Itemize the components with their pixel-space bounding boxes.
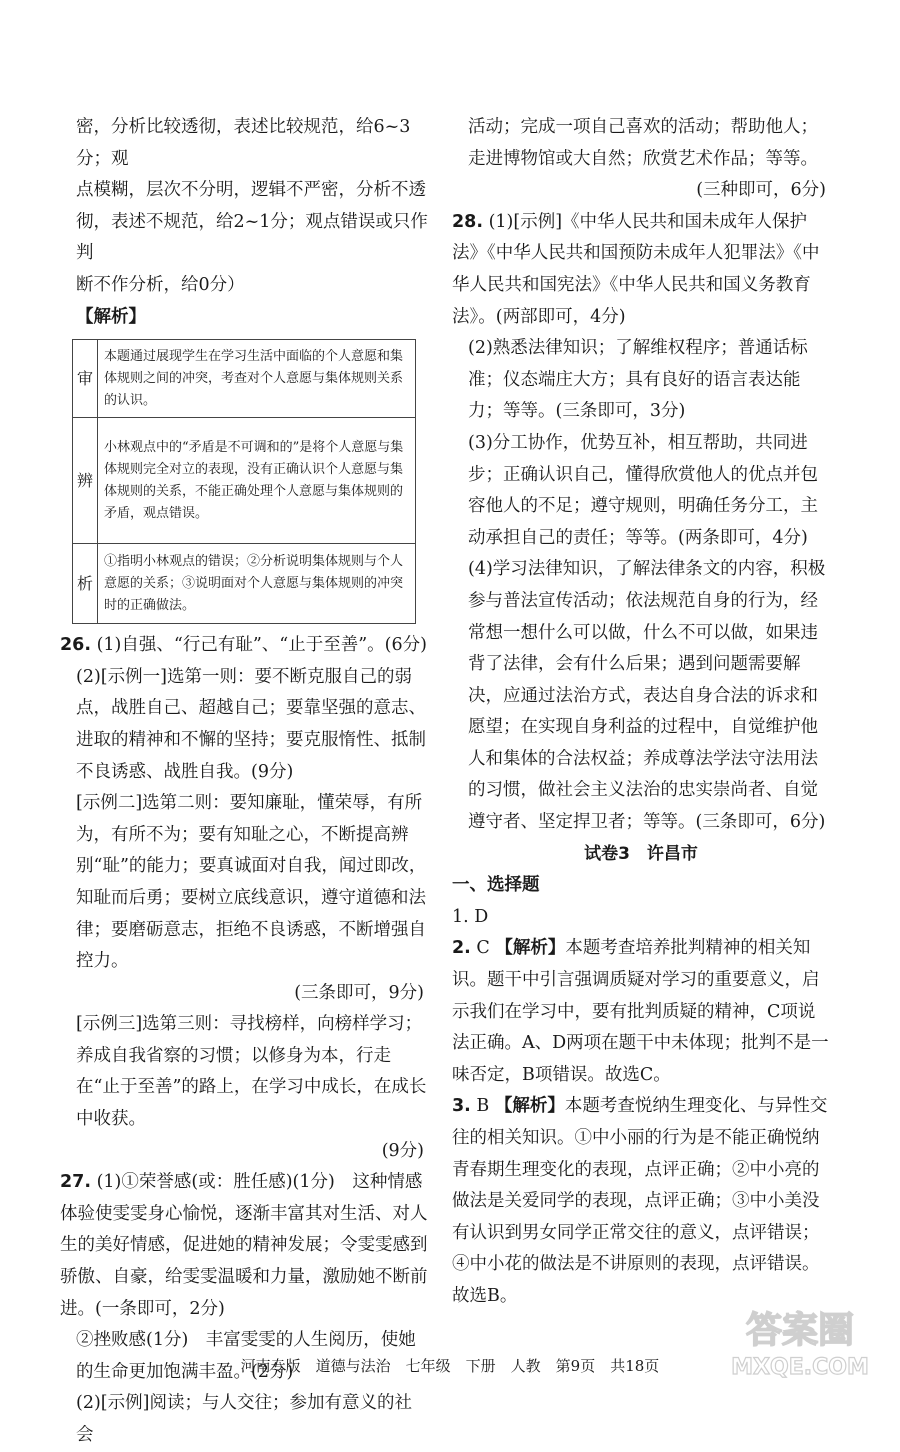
q26-example-2: [示例二]选第二则：要知廉耻，懂荣辱，有所为，有所不为；要有知耻之心，不断提高辨别“耻”的能力；要真诚面对自我，闻过即改，知耻而后勇；要树立底线意识，遵守道德和法律；要磨砺意志，拒绝不良诱惑，不断增强自控力。: [76, 793, 427, 972]
right-column: [452, 112, 830, 1313]
q26-example-3-score: (9分): [381, 1140, 424, 1161]
continued-line-1: 密，分析比较透彻，表述比较规范，给6~3分；观: [76, 117, 411, 169]
continued-line-4: 断不作分析，给0分）: [76, 274, 245, 295]
q28-part-4: (4)学习法律知识，了解法律条文的内容，积极参与普法宣传活动；依法规范自身的行为，经常想一想什么可以做，什么不可以做，如果违背了法律，会有什么后果；遇到问题需要解决，应通过法治方式，表达自身合法的诉求和愿望；在实现自身利益的过程中，自觉维护他人和集体的合法权益；养成尊法学法守法用法的习惯，做社会主义法治的忠实崇尚者、自觉遵守者、坚定捍卫者；等等。(三条即可，6分): [468, 559, 826, 833]
left-column: [60, 112, 428, 1452]
q28-part-3: (3)分工协作，优势互补，相互帮助，共同进步；正确认识自己，懂得欣赏他人的优点并包容他人的不足；遵守规则，明确任务分工，主动承担自己的责任；等等。(两条即可，4分): [468, 432, 818, 548]
q27-number: 27.: [60, 1172, 92, 1193]
q27-part-1: 27. (1)①荣誉感(或：胜任感)(1分) 这种情感体验使雯雯身心愉悦，逐渐丰富其对生活、对人生的美好情感，促进她的精神发展；令雯雯感到骄傲、自豪，给雯雯温暖和力量，激励她不断前进。(一条即可，2分): [60, 1167, 428, 1325]
q26-line-1: 26. (1)自强、“行己有耻”、“止于至善”。(6分): [60, 630, 428, 662]
section-title: 试卷3 许昌市: [584, 843, 698, 864]
q27-continued: 活动；完成一项自己喜欢的活动；帮助他人；走进博物馆或大自然；欣赏艺术作品；等等。: [468, 117, 818, 169]
continued-line-2: 点模糊，层次不分明，逻辑不严密，分析不透: [76, 180, 426, 201]
analysis-text-shen: 本题通过展现学生在学习生活中面临的个人意愿和集体规则之间的冲突，考查对个人意愿与集体规则关系的认识。: [98, 340, 416, 418]
q26-number: 26.: [60, 635, 92, 656]
analysis-table: [72, 339, 416, 624]
q27-continued-score: (三种即可，6分): [696, 180, 826, 201]
svg-text:答案圈: 答案圈: [745, 1310, 855, 1351]
analysis-key-xi: 析: [73, 544, 98, 624]
q26-example-2-score: (三条即可，9分): [294, 982, 424, 1003]
analysis-text-xi: ①指明小林观点的错误；②分析说明集体规则与个人意愿的关系；③说明面对个人意愿与集体规则的冲突时的正确做法。: [98, 544, 416, 624]
q28-part-1: 28. (1)[示例]《中华人民共和国未成年人保护法》《中华人民共和国预防未成年人犯罪法》《中华人民共和国宪法》《中华人民共和国义务教育法》。(两部即可，4分): [452, 207, 830, 333]
q27-part-2: (2)[示例]阅读；与人交往；参加有意义的社会: [76, 1393, 412, 1445]
q27-part-1b: ②挫败感(1分) 丰富雯雯的人生阅历，使她的生命更加饱满丰盈。(2分): [76, 1330, 416, 1382]
analysis-text-bian: 小林观点中的“矛盾是不可调和的”是将个人意愿与集体规则完全对立的表现，没有正确认识个人意愿与集体规则的关系，不能正确处理个人意愿与集体规则的矛盾，观点错误。: [98, 418, 416, 544]
continued-line-3: 彻，表述不规范，给2~1分；观点错误或只作判: [76, 211, 428, 264]
analysis-row-bian: [73, 418, 416, 544]
analysis-row-xi: [73, 544, 416, 624]
q3-answer: 3. B 【解析】本题考查悦纳生理变化、与异性交往的相关知识。①中小丽的行为是不能正确悦纳青春期生理变化的表现，点评正确；②中小亮的做法是关爱同学的表现，点评正确；③中小美没有认识到男女同学正常交往的意义，点评错误；④中小花的做法是不讲原则的表现，点评错误。故选B。: [452, 1096, 828, 1306]
q26-example-1: (2)[示例一]选第一则：要不断克服自己的弱点，战胜自己、超越自己；要靠坚强的意志、进取的精神和不懈的坚持；要克服惰性、抵制不良诱惑、战胜自我。(9分): [76, 666, 426, 782]
q28-part-2: (2)熟悉法律知识；了解维权程序；普通话标准；仪态端庄大方；具有良好的语言表达能力；等等。(三条即可，3分): [468, 338, 808, 422]
choice-header: 一、选择题: [452, 875, 540, 896]
analysis-row-shen: [73, 340, 416, 418]
q28-number: 28.: [452, 211, 484, 232]
analysis-label: 【解析】: [76, 306, 146, 327]
q26-example-3: [示例三]选第三则：寻找榜样，向榜样学习；养成自我省察的习惯；以修身为本，行走在“止于至善”的路上，在学习中成长，在成长中收获。: [76, 1014, 427, 1130]
analysis-key-shen: 审: [73, 340, 98, 418]
q2-answer: 2. C 【解析】本题考查培养批判精神的相关知识。题干中引言强调质疑对学习的重要意义，启示我们在学习中，要有批判质疑的精神，C项说法正确。A、D两项在题干中未体现；批判不是一味否定，B项错误。故选C。: [452, 938, 829, 1085]
q1-answer: 1. D: [452, 906, 489, 927]
watermark-logo: [710, 1300, 890, 1380]
svg-text:MXQE.COM: MXQE.COM: [731, 1355, 869, 1380]
analysis-key-bian: 辨: [73, 418, 98, 544]
page-footer: 河南专版 道德与法治 七年级 下册 人教 第9页 共18页: [240, 1357, 660, 1375]
